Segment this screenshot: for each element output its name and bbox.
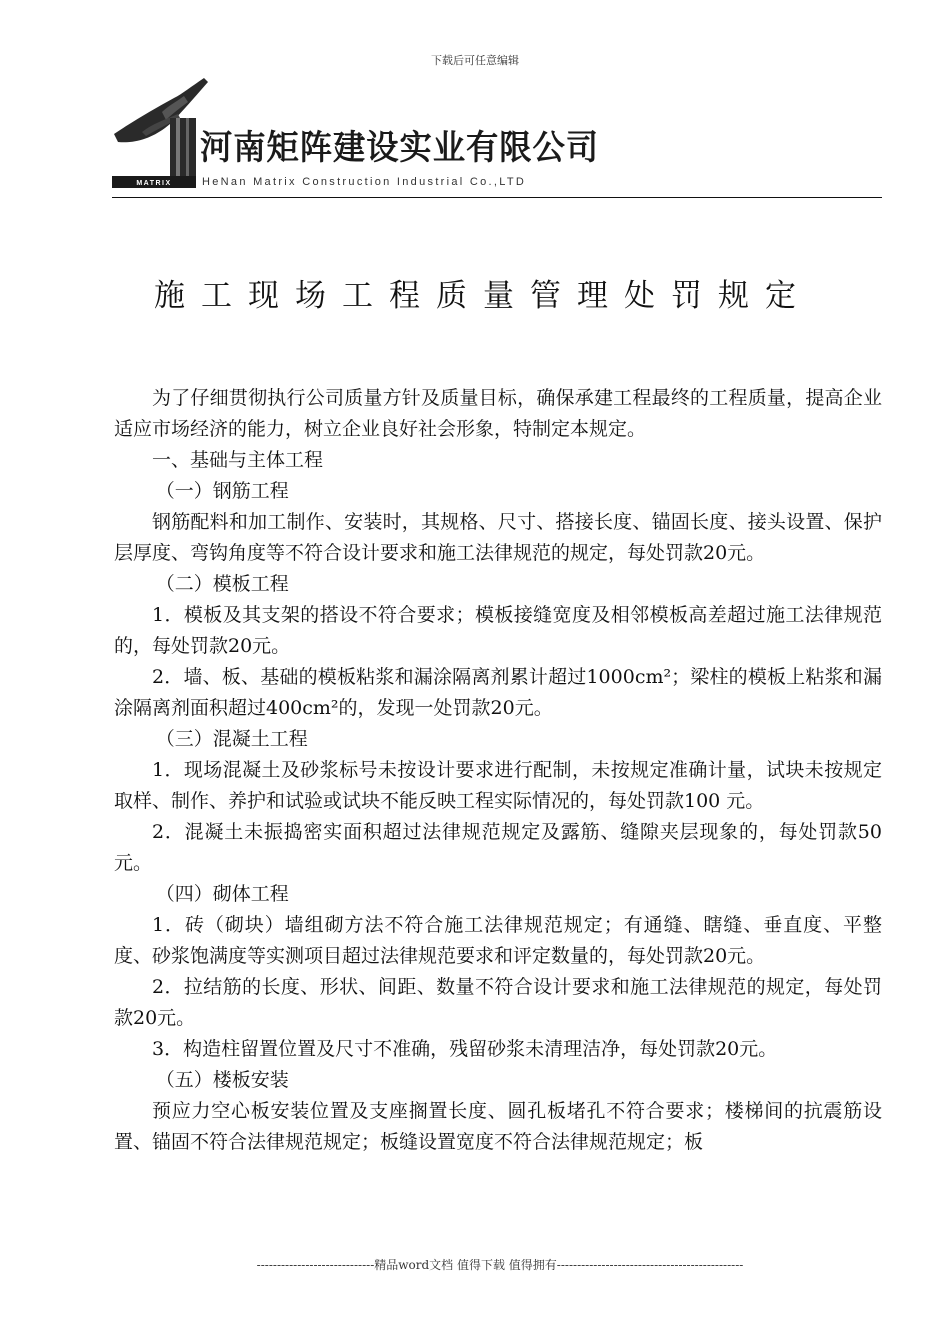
paragraph: 为了仔细贯彻执行公司质量方针及质量目标，确保承建工程最终的工程质量，提高企业适应市场经济的能力，树立企业良好社会形象，特制定本规定。 — [114, 387, 882, 440]
document-body — [114, 383, 882, 1158]
section-heading: （三）混凝土工程 — [155, 728, 308, 750]
company-logo — [112, 72, 212, 190]
paragraph: 1．模板及其支架的搭设不符合要求；模板接缝宽度及相邻模板高差超过施工法律规范的，每处罚款20元。 — [114, 604, 882, 657]
paragraph: 2．混凝土未振捣密实面积超过法律规范规定及露筋、缝隙夹层现象的，每处罚款50元。 — [114, 821, 882, 874]
paragraph: 1．现场混凝土及砂浆标号未按设计要求进行配制，未按规定准确计量，试块未按规定取样、制作、养护和试验或试块不能反映工程实际情况的，每处罚款100 元。 — [114, 759, 882, 812]
header-divider — [112, 197, 882, 198]
company-name: 河南矩阵建设实业有限公司 — [200, 128, 599, 168]
document-title: 施工现场工程质量管理处罚规定 — [154, 278, 812, 314]
section-heading: （五）楼板安装 — [155, 1069, 289, 1091]
svg-text:MATRIX: MATRIX — [136, 180, 172, 187]
section-heading: （一）钢筋工程 — [155, 480, 289, 502]
section-heading: （四）砌体工程 — [155, 883, 289, 905]
paragraph: 预应力空心板安装位置及支座搁置长度、圆孔板堵孔不符合要求；楼梯间的抗震筋设置、锚固不符合法律规范规定；板缝设置宽度不符合法律规范规定；板 — [114, 1100, 882, 1153]
paragraph: 2．墙、板、基础的模板粘浆和漏涂隔离剂累计超过1000cm²；梁柱的模板上粘浆和漏涂隔离剂面积超过400cm²的，发现一处罚款20元。 — [114, 666, 882, 719]
section-heading: （二）模板工程 — [155, 573, 289, 595]
paragraph: 1．砖（砌块）墙组砌方法不符合施工法律规范规定；有通缝、瞎缝、垂直度、平整度、砂浆饱满度等实测项目超过法律规范要求和评定数量的，每处罚款20元。 — [114, 914, 882, 967]
company-name-en: HeNan Matrix Construction Industrial Co.,LTD — [202, 176, 527, 188]
paragraph: 钢筋配料和加工制作、安装时，其规格、尺寸、搭接长度、锚固长度、接头设置、保护层厚度、弯钩角度等不符合设计要求和施工法律规范的规定，每处罚款20元。 — [114, 511, 882, 564]
section-heading: 一、基础与主体工程 — [152, 449, 324, 471]
paragraph: 3．构造柱留置位置及尺寸不准确，残留砂浆未清理洁净，每处罚款20元。 — [152, 1038, 778, 1060]
top-note: 下载后可任意编辑 — [431, 54, 519, 67]
footer-note: -----------------------------精品word文档 值得下载 值得拥有---------------------------------------------- — [256, 1258, 744, 1272]
paragraph: 2．拉结筋的长度、形状、间距、数量不符合设计要求和施工法律规范的规定，每处罚款20元。 — [114, 976, 882, 1029]
